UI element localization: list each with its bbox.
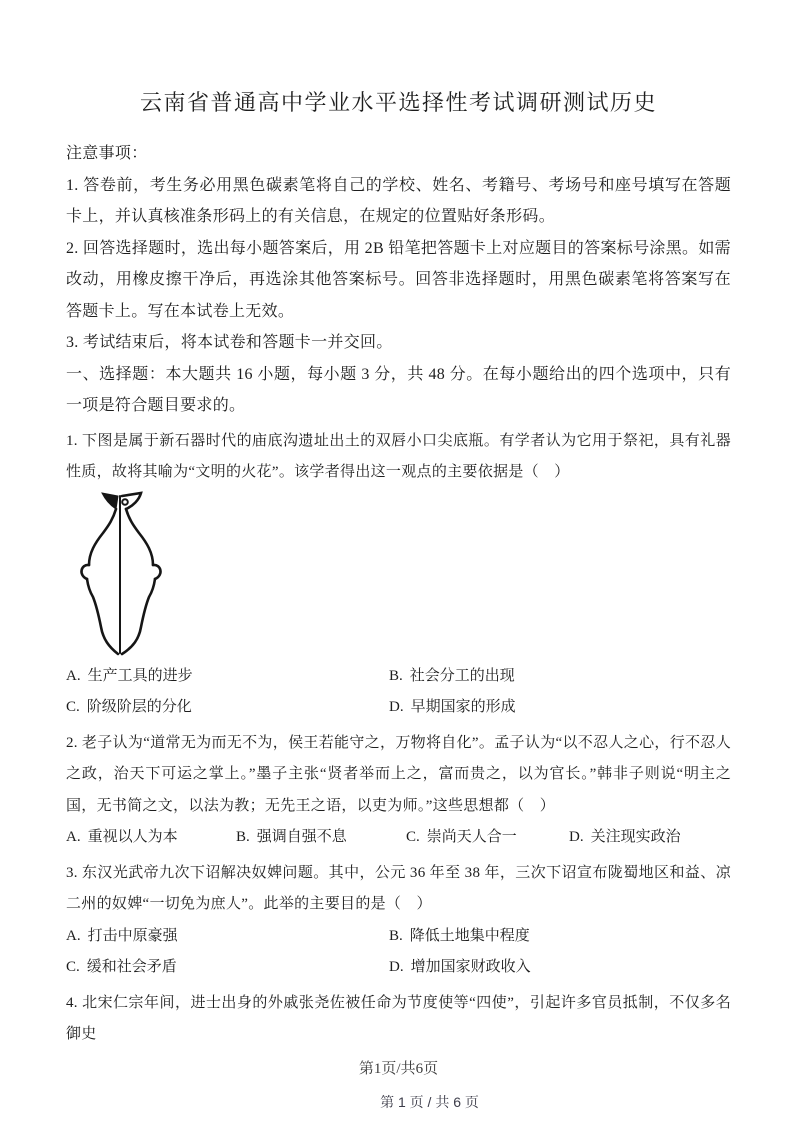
option-text: 关注现实政治 [590,829,681,845]
question-4-stem: 4. 北宋仁宗年间，进士出身的外戚张尧佐被任命为节度使等“四使”，引起许多官员抵制，不仅多名御史 [66,994,731,1042]
question-1-stem: 1. 下图是属于新石器时代的庙底沟遗址出土的双唇小口尖底瓶。有学者认为它用于祭祀，具有礼器性质，故将其喻为“文明的火花”。该学者得出这一观点的主要依据是（ ） [66,432,731,480]
question-2-option-b [236,822,406,854]
question-1 [66,426,731,724]
question-1-option-d [389,692,731,724]
option-label: A. [66,829,81,845]
question-3-option-c [66,952,389,984]
page-number-label: 第1页/共6页 [358,1060,439,1077]
question-1-option-a [66,661,389,693]
amphora-vase-icon [76,489,168,659]
option-label: A. [66,927,81,944]
question-3-stem: 3. 东汉光武帝九次下诏解决奴婢问题。其中，公元 36 年至 38 年，三次下诏宣布陇蜀地区和益、凉二州的奴婢“一切免为庶人”。此举的主要目的是（ ） [66,864,731,912]
question-2-option-a [66,822,236,854]
question-3-options [66,921,731,984]
question-2 [66,728,731,854]
option-label: C. [66,959,80,975]
option-text: 早期国家的形成 [410,699,516,715]
question-1-option-c [66,692,389,724]
option-text: 增加国家财政收入 [410,959,531,975]
section-intro: 一、选择题：本大题共 16 小题，每小题 3 分，共 48 分。在每小题给出的四个选项中，只有一项是符合题目要求的。 [66,365,731,414]
option-text: 阶级阶层的分化 [86,699,192,715]
question-3-option-d [389,952,731,984]
viewer-page-indicator: 第 1 页 / 共 6 页 [380,1093,479,1110]
option-label: C. [66,699,80,715]
question-4 [66,988,731,1051]
question-1-options [66,661,731,724]
option-text: 打击中原豪强 [87,927,178,944]
question-3-option-a [66,921,389,953]
option-label: B. [389,667,403,684]
option-text: 缓和社会矛盾 [86,959,177,975]
question-3-option-b [389,921,731,953]
notice-heading: 注意事项： [66,145,148,162]
question-2-stem: 2. 老子认为“道常无为而无不为，侯王若能守之，万物将自化”。孟子认为“以不忍人之心，行不忍人之政，治天下可运之掌上。”墨子主张“贤者举而上之，富而贵之，以为官长。”韩非子则说“明主之国，无书简之文，以法为教；无先王之语，以吏为师。”这些思想都（ ） [66,734,731,814]
option-label: D. [389,959,404,975]
question-3 [66,858,731,984]
page-title: 云南省普通高中学业水平选择性考试调研测试历史 [139,90,657,115]
option-text: 生产工具的进步 [87,667,193,684]
notice-item-1: 1. 答卷前，考生务必用黑色碳素笔将自己的学校、姓名、考籍号、考场号和座号填写在答题卡上，并认真核准条形码上的有关信息，在规定的位置贴好条形码。 [66,176,731,225]
question-1-option-b [389,661,731,693]
option-label: D. [389,699,404,715]
notice-item-2: 2. 回答选择题时，选出每小题答案后，用 2B 铅笔把答题卡上对应题目的答案标号涂黑。如需改动，用橡皮擦干净后，再选涂其他答案标号。回答非选择题时，用黑色碳素笔将答案写在答题卡上。写在本试卷上无效。 [66,239,731,320]
question-2-option-d [569,822,731,854]
question-1-figure [76,489,731,659]
option-text: 重视以人为本 [87,829,178,845]
question-2-option-c [406,822,569,854]
notice-item-3: 3. 考试结束后，将本试卷和答题卡一并交回。 [66,334,393,351]
option-label: B. [389,927,403,944]
option-label: C. [406,829,420,845]
option-text: 崇尚天人合一 [426,829,517,845]
option-text: 强调自强不息 [256,829,347,845]
question-2-options [66,822,731,854]
option-label: A. [66,667,81,684]
option-label: B. [236,829,250,845]
option-text: 降低土地集中程度 [409,927,530,944]
option-label: D. [569,829,584,845]
option-text: 社会分工的出现 [409,667,515,684]
